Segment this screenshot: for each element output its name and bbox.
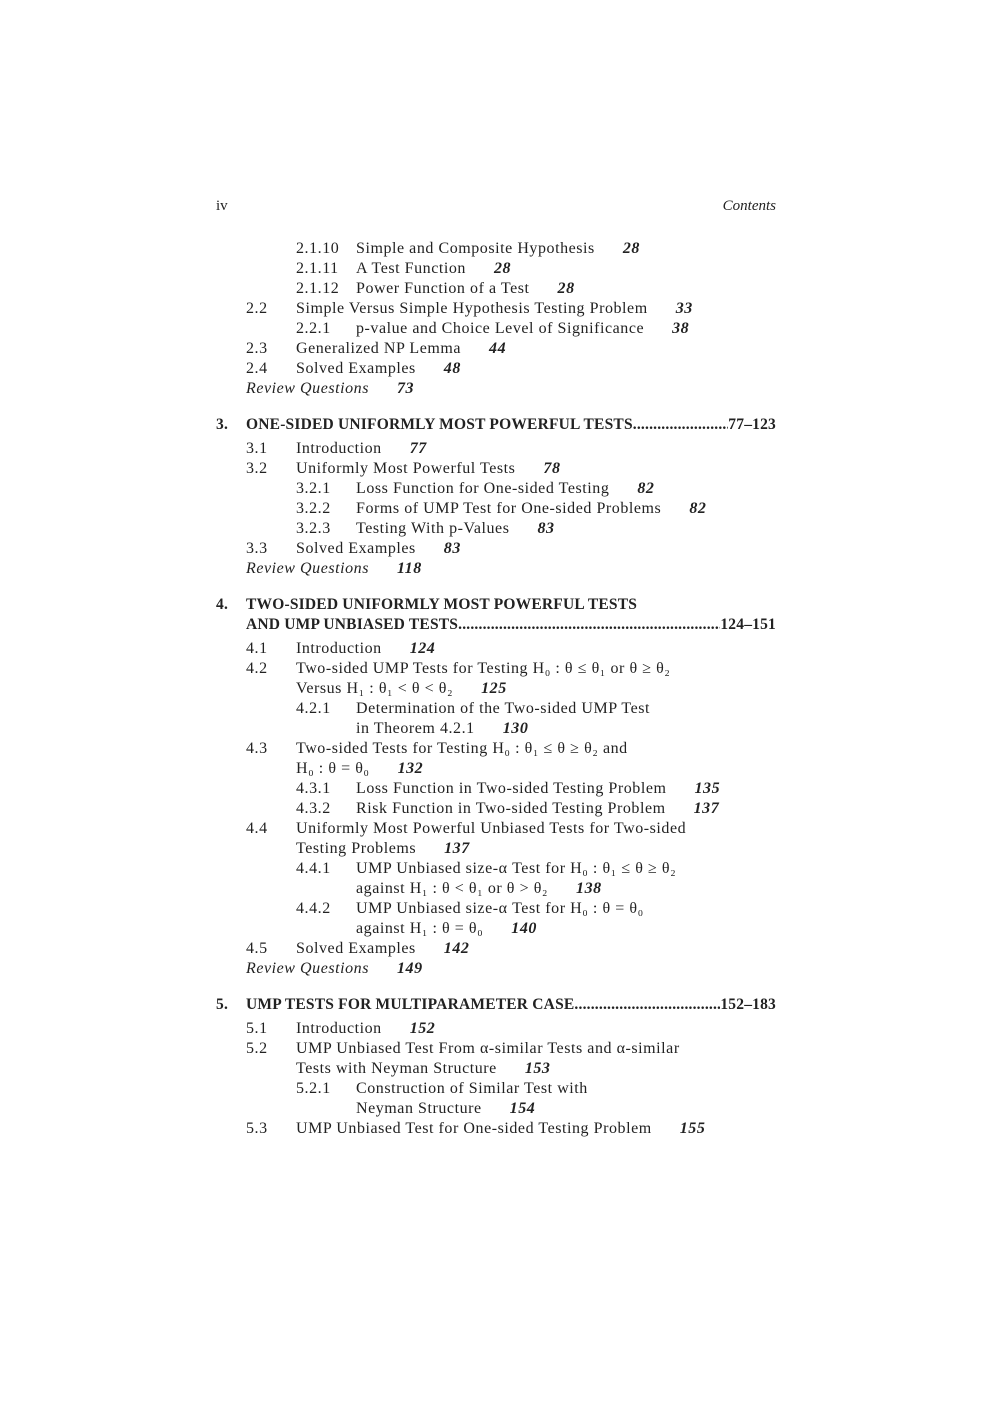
entry-title [246, 415, 776, 435]
entry-number: 5. [216, 996, 229, 1013]
chapter-heading [216, 615, 776, 635]
entry-number: 3.2.2 [296, 500, 331, 517]
entry-title [296, 459, 561, 479]
entry-title [296, 759, 423, 779]
entry-title [356, 699, 650, 719]
entry-title [296, 1019, 435, 1039]
entry-title [356, 499, 706, 519]
entry-number: 3.1 [246, 440, 268, 457]
page-ref: 140 [511, 920, 537, 937]
page-ref: 153 [524, 1060, 551, 1077]
toc-entry [216, 299, 776, 319]
toc-entry [216, 659, 776, 679]
toc-entry [216, 679, 776, 699]
entry-number: 4.1 [246, 640, 268, 657]
entry-number: 4.4 [246, 820, 268, 837]
entry-number: 4.3.2 [296, 800, 331, 817]
entry-title [296, 1059, 550, 1079]
entry-title [296, 839, 470, 859]
entry-title-text: Two-sided UMP Tests for Testing H₀ : θ ≤ θ₁ or θ ≥ θ₂ [296, 660, 671, 677]
page-ref: 33 [675, 300, 693, 317]
entry-number: 4.4.2 [296, 900, 331, 917]
entry-title [296, 439, 427, 459]
toc-entry [216, 339, 776, 359]
entry-title [356, 799, 719, 819]
entry-title-text: Introduction [296, 440, 382, 457]
entry-title-text: Versus H₁ : θ₁ < θ < θ₂ [296, 680, 454, 697]
chapter-heading [216, 995, 776, 1015]
entry-title [296, 639, 435, 659]
page-ref: 73 [397, 380, 415, 397]
page-ref: 132 [397, 760, 424, 777]
dot-leader [458, 615, 720, 635]
entry-title-text: against H₁ : θ < θ₁ or θ > θ₂ [356, 880, 549, 897]
page-ref: 149 [397, 960, 423, 977]
toc-entry [216, 939, 776, 959]
entry-title [356, 719, 528, 739]
page-range: 77–123 [728, 416, 776, 433]
page-ref: 125 [481, 680, 507, 697]
entry-number: 4.3 [246, 740, 268, 757]
toc-entry [216, 739, 776, 759]
entry-title-text: Uniformly Most Powerful Unbiased Tests for Two-sided [296, 820, 687, 837]
entry-title-text: Testing Problems [296, 840, 417, 857]
entry-title [356, 879, 602, 899]
entry-title-text: Solved Examples [296, 540, 416, 557]
toc-entry [216, 959, 776, 979]
page-ref: 124 [409, 640, 436, 657]
entry-title [296, 739, 628, 759]
entry-number: 3. [216, 416, 229, 433]
page-ref: 48 [443, 360, 461, 377]
chapter-heading [216, 595, 776, 615]
entry-title-text: Solved Examples [296, 940, 416, 957]
page-ref: 77 [409, 440, 427, 457]
page-ref: 82 [637, 480, 655, 497]
entry-title-text: Simple and Composite Hypothesis [356, 240, 595, 257]
toc-entry [216, 279, 776, 299]
entry-number: 3.2.3 [296, 520, 331, 537]
entry-number: 2.2.1 [296, 320, 331, 337]
entry-number: 5.3 [246, 1120, 268, 1137]
page-ref: 130 [502, 720, 529, 737]
page-ref: 38 [672, 320, 690, 337]
entry-number: 4.3.1 [296, 780, 331, 797]
entry-title [296, 679, 507, 699]
toc-entry [216, 839, 776, 859]
running-title: Contents [722, 198, 776, 214]
entry-title [246, 379, 414, 399]
page-ref: 44 [489, 340, 507, 357]
dot-leader [633, 415, 729, 435]
entry-number: 5.1 [246, 1020, 268, 1037]
toc-entry [216, 759, 776, 779]
page-ref: 152 [409, 1020, 436, 1037]
entry-title-text: Review Questions [246, 560, 369, 577]
entry-title [246, 559, 422, 579]
entry-title-text: Solved Examples [296, 360, 416, 377]
entry-title [356, 319, 689, 339]
entry-number: 2.1.12 [296, 280, 340, 297]
page-ref: 83 [537, 520, 555, 537]
entry-title-text: p-value and Choice Level of Significance [356, 320, 645, 337]
toc-entry [216, 919, 776, 939]
toc-entry [216, 859, 776, 879]
entry-title-text: Generalized NP Lemma [296, 340, 462, 357]
page-ref: 28 [557, 280, 575, 297]
entry-title-text: AND UMP UNBIASED TESTS [246, 616, 459, 633]
entry-title [296, 539, 461, 559]
entry-title-text: in Theorem 4.2.1 [356, 720, 475, 737]
toc-entry [216, 559, 776, 579]
page-ref: 155 [679, 1120, 706, 1137]
entry-number: 5.2.1 [296, 1080, 331, 1097]
dot-leader [574, 995, 720, 1015]
toc-entry [216, 719, 776, 739]
entry-title [246, 595, 776, 615]
entry-title-text: TWO-SIDED UNIFORMLY MOST POWERFUL TESTS [246, 596, 638, 613]
toc-entry [216, 819, 776, 839]
entry-title [356, 1079, 588, 1099]
toc-entry [216, 1079, 776, 1099]
entry-title [356, 279, 575, 299]
entry-title [356, 1099, 535, 1119]
entry-title [296, 1119, 705, 1139]
entry-number: 5.2 [246, 1040, 268, 1057]
page-number: iv [216, 198, 228, 214]
entry-title-text: UMP Unbiased Test for One-sided Testing Problem [296, 1120, 652, 1137]
entry-number: 4.2 [246, 660, 268, 677]
entry-number: 2.2 [246, 300, 268, 317]
entry-title [356, 859, 676, 879]
toc-entry [216, 1119, 776, 1139]
toc-entry [216, 379, 776, 399]
toc-entry [216, 479, 776, 499]
entry-title [296, 339, 506, 359]
entry-title [246, 995, 776, 1015]
toc-entry [216, 1019, 776, 1039]
entry-title-text: Neyman Structure [356, 1100, 482, 1117]
entry-number: 2.4 [246, 360, 268, 377]
page-ref: 118 [397, 560, 422, 577]
page-ref: 138 [576, 880, 602, 897]
entry-number: 2.1.10 [296, 240, 340, 257]
page-ref: 137 [444, 840, 470, 857]
entry-number: 3.2.1 [296, 480, 331, 497]
entry-title [296, 359, 461, 379]
toc-entry [216, 519, 776, 539]
toc-entry [216, 799, 776, 819]
entry-number: 2.1.11 [296, 260, 339, 277]
toc-entry [216, 319, 776, 339]
toc-entry [216, 359, 776, 379]
entry-number: 4.5 [246, 940, 268, 957]
entry-title [356, 239, 640, 259]
entry-number: 4.2.1 [296, 700, 331, 717]
entry-number: 3.2 [246, 460, 268, 477]
entry-title-text: Review Questions [246, 380, 369, 397]
entry-title [296, 939, 469, 959]
entry-number: 4.4.1 [296, 860, 331, 877]
page-ref: 28 [622, 240, 640, 257]
page-ref: 28 [493, 260, 512, 277]
page-range: 152–183 [720, 996, 776, 1013]
page-range: 124–151 [720, 616, 776, 633]
entry-title [296, 819, 686, 839]
entry-title [296, 1039, 680, 1059]
toc-entry [216, 1059, 776, 1079]
toc-entry [216, 879, 776, 899]
page-ref: 78 [543, 460, 561, 477]
entry-number: 3.3 [246, 540, 268, 557]
toc-entry [216, 899, 776, 919]
page-ref: 82 [689, 500, 707, 517]
entry-title-text: Introduction [296, 640, 382, 657]
toc-entry [216, 239, 776, 259]
entry-title [356, 899, 644, 919]
entry-number: 4. [216, 596, 229, 613]
entry-title-text: Risk Function in Two-sided Testing Problem [356, 800, 666, 817]
entry-title [296, 299, 693, 319]
entry-title-text: A Test Function [356, 260, 466, 277]
entry-title-text: UMP Unbiased Test From α-similar Tests and α-similar [296, 1040, 680, 1057]
entry-title [356, 519, 555, 539]
entry-title-text: Introduction [296, 1020, 382, 1037]
page-ref: 154 [509, 1100, 536, 1117]
entry-title [356, 919, 537, 939]
toc-entry [216, 1039, 776, 1059]
toc-entry [216, 459, 776, 479]
entry-title-text: against H₁ : θ = θ₀ [356, 920, 484, 937]
toc-entry [216, 539, 776, 559]
entry-title-text: Loss Function in Two-sided Testing Problem [356, 780, 667, 797]
toc-entry [216, 779, 776, 799]
toc-entry [216, 699, 776, 719]
entry-title [356, 259, 511, 279]
entry-title-text: Review Questions [246, 960, 369, 977]
toc-entry [216, 1099, 776, 1119]
entry-title [356, 779, 720, 799]
toc-entry [216, 499, 776, 519]
entry-title-text: Two-sided Tests for Testing H₀ : θ₁ ≤ θ ≥ θ₂ and [296, 740, 628, 757]
chapter-heading [216, 415, 776, 435]
entry-title-text: Tests with Neyman Structure [296, 1060, 497, 1077]
entry-title-text: Construction of Similar Test with [356, 1080, 588, 1097]
entry-title-text: Simple Versus Simple Hypothesis Testing Problem [296, 300, 648, 317]
entry-title [296, 659, 670, 679]
page-ref: 135 [694, 780, 721, 797]
table-of-contents [216, 239, 776, 1139]
entry-title-text: Power Function of a Test [356, 280, 530, 297]
entry-title [246, 959, 423, 979]
entry-title-text: H₀ : θ = θ₀ [296, 760, 370, 777]
toc-entry [216, 639, 776, 659]
page-ref: 142 [443, 940, 470, 957]
entry-title-text: UMP Unbiased size-α Test for H₀ : θ₁ ≤ θ ≥ θ₂ [356, 860, 677, 877]
entry-title [246, 615, 776, 635]
entry-title-text: Testing With p-Values [356, 520, 510, 537]
entry-number: 2.3 [246, 340, 268, 357]
entry-title-text: Forms of UMP Test for One-sided Problems [356, 500, 662, 517]
toc-entry [216, 259, 776, 279]
entry-title-text: UMP Unbiased size-α Test for H₀ : θ = θ₀ [356, 900, 644, 917]
entry-title-text: Uniformly Most Powerful Tests [296, 460, 516, 477]
entry-title-text: Determination of the Two-sided UMP Test [356, 700, 650, 717]
entry-title-text: Loss Function for One-sided Testing [356, 480, 610, 497]
entry-title [356, 479, 654, 499]
entry-title-text: ONE-SIDED UNIFORMLY MOST POWERFUL TESTS [246, 416, 633, 433]
entry-title-text: UMP TESTS FOR MULTIPARAMETER CASE [246, 996, 575, 1013]
page-ref: 137 [693, 800, 720, 817]
toc-entry [216, 439, 776, 459]
page-ref: 83 [443, 540, 461, 557]
